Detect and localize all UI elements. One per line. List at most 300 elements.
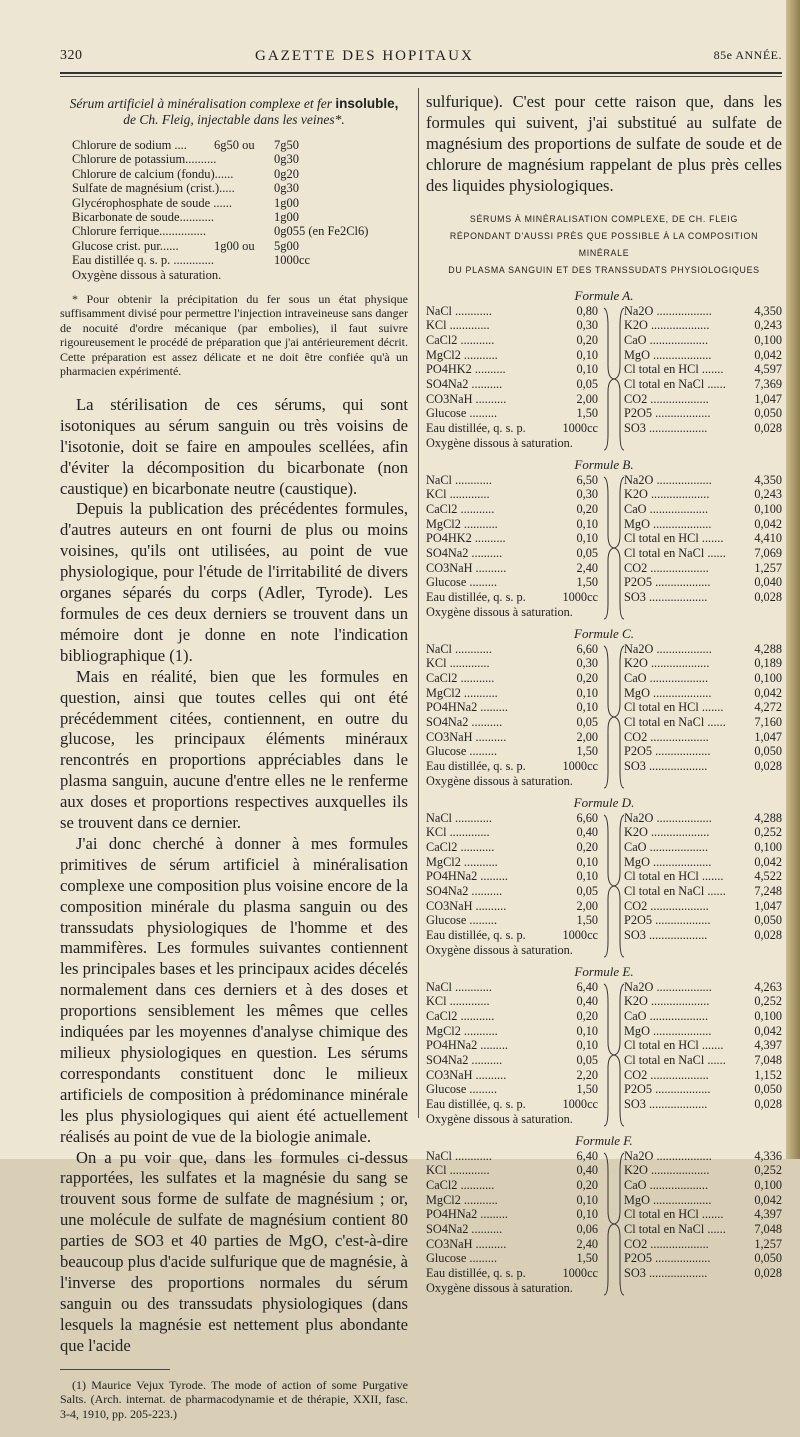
- analysis-row: [624, 825, 782, 840]
- paragraph: Mais en réalité, bien que les formules en question, ainsi que toutes celles qui ont été précédemment citées, contiennent, en outre du glucose, les principaux éléments minéraux rencontrés en proportions appréciables dans le plasma sanguin, aucune d'entre elles ne le renferme aux doses et proportions respectives auxquelles ils se trouvent dans ce dernier.: [60, 666, 408, 833]
- analysis-label: CO2 ...................: [624, 898, 709, 913]
- oxygen-label: Oxygène dissous à saturation.: [426, 942, 573, 957]
- formula-ingredients: [426, 811, 598, 958]
- analysis-value: 0,028: [754, 590, 782, 605]
- formula-compound: Glucose .........: [426, 1082, 498, 1097]
- formula-amount: 1,50: [576, 1082, 598, 1097]
- formula-block: [426, 642, 782, 794]
- analysis-label: SO3 ...................: [624, 1266, 708, 1281]
- formula-row: [426, 642, 598, 657]
- formula-row: [426, 656, 598, 671]
- formula-row: [426, 913, 598, 928]
- formula-row: [426, 531, 598, 546]
- analysis-value: 0,050: [754, 1082, 782, 1097]
- oxygen-label: Oxygène dissous à saturation.: [426, 435, 573, 450]
- formula-compound: MgCl2 ...........: [426, 854, 498, 869]
- formula-row: [426, 811, 598, 826]
- formula-row: [426, 590, 598, 605]
- formula-row: [426, 1009, 598, 1024]
- section-title-line: SÉRUMS À MINÉRALISATION COMPLEXE, DE CH. FLEIG: [469, 213, 739, 224]
- page-header: [60, 48, 782, 72]
- formula-amount: 0,10: [576, 362, 598, 377]
- analysis-row: [624, 869, 782, 884]
- formula-amount: 0,10: [576, 869, 598, 884]
- formula-ingredients: [426, 1149, 598, 1296]
- analysis-label: Na2O ..................: [624, 472, 712, 487]
- formula-row: [426, 406, 598, 421]
- analysis-value: 4,350: [754, 472, 782, 487]
- formula-amount: 0,10: [576, 1192, 598, 1207]
- analysis-row: [624, 759, 782, 774]
- formula-row: [426, 348, 598, 363]
- analysis-label: Cl total en HCl .......: [624, 1207, 724, 1222]
- formula-row: [426, 686, 598, 701]
- formula-compound: SO4Na2 ..........: [426, 714, 503, 729]
- analysis-value: 7,048: [754, 1221, 782, 1236]
- analysis-value: 0,189: [754, 656, 782, 671]
- analysis-value: 7,369: [754, 376, 782, 391]
- formula-compound: NaCl ............: [426, 472, 492, 487]
- analysis-label: Na2O ..................: [624, 810, 712, 825]
- recipe-list: [72, 138, 408, 282]
- analysis-row: [624, 730, 782, 745]
- ingredient-value: 0g30: [274, 152, 299, 167]
- analysis-row: [624, 1097, 782, 1112]
- ingredient-value: 1g00: [274, 209, 299, 224]
- formula-amount: 2,20: [576, 1067, 598, 1082]
- formula-compound: KCl .............: [426, 487, 490, 502]
- formula-amount: 0,20: [576, 501, 598, 516]
- water-label: Eau distillée, q. s. p.: [426, 590, 526, 605]
- analysis-label: K2O ...................: [624, 318, 710, 333]
- formula-row: [426, 1266, 598, 1281]
- analysis-label: Na2O ..................: [624, 303, 712, 318]
- analysis-value: 0,042: [754, 685, 782, 700]
- analysis-label: Cl total en HCl .......: [624, 869, 724, 884]
- analysis-label: Cl total en NaCl ......: [624, 883, 726, 898]
- analysis-label: K2O ...................: [624, 825, 710, 840]
- formula-amount: 0,05: [576, 1052, 598, 1067]
- analysis-label: P2O5 ..................: [624, 406, 711, 421]
- formula-row: [426, 1178, 598, 1193]
- analysis-value: 1,152: [754, 1067, 782, 1082]
- water-label: Eau distillée, q. s. p.: [426, 928, 526, 943]
- formula-compound: Glucose .........: [426, 1251, 498, 1266]
- analysis-value: 0,042: [754, 347, 782, 362]
- formula-row: [426, 304, 598, 319]
- analysis-label: MgO ...................: [624, 685, 712, 700]
- formula-compound: NaCl ............: [426, 810, 492, 825]
- formula-list: [426, 287, 782, 1301]
- analysis-row: [624, 531, 782, 546]
- analysis-value: 0,028: [754, 421, 782, 436]
- analysis-label: CO2 ...................: [624, 391, 709, 406]
- analysis-value: 1,047: [754, 729, 782, 744]
- water-label: Eau distillée, q. s. p.: [426, 1097, 526, 1112]
- formula-amount: 0,05: [576, 545, 598, 560]
- formula-compound: MgCl2 ...........: [426, 685, 498, 700]
- section-title: [426, 211, 782, 279]
- analysis-label: MgO ...................: [624, 347, 712, 362]
- recipe-row: [72, 167, 408, 181]
- analysis-row: [624, 1193, 782, 1208]
- analysis-label: CaO ...................: [624, 670, 709, 685]
- formula-compound: PO4HNa2 .........: [426, 869, 508, 884]
- formula-block: [426, 473, 782, 625]
- ingredient-value: 0g20: [274, 166, 299, 181]
- paragraph: Depuis la publication des précédentes formules, d'autres auteurs en ont fourni de plus ou moins voisines, qu'ils ont utilisées, au point de vue physiologique, pour l'étude de l'irritabilité de divers organes séparés du corps (Adler, Tyrode). Les formules de ces deux derniers se trouvent dans un mémoire dont je donne en note l'indication bibliographique (1).: [60, 499, 408, 665]
- analysis-label: P2O5 ..................: [624, 1082, 711, 1097]
- analysis-row: [624, 1251, 782, 1266]
- formula-amount: 6,60: [576, 641, 598, 656]
- analysis-row: [624, 1149, 782, 1164]
- analysis-label: MgO ...................: [624, 854, 712, 869]
- formula-block: [426, 811, 782, 963]
- water-label: Eau distillée, q. s. p.: [426, 421, 526, 436]
- ingredient-value: 0g30: [274, 181, 299, 196]
- analysis-label: Cl total en HCl .......: [624, 362, 724, 377]
- formula-compound: CO3NaH ..........: [426, 560, 507, 575]
- formula-row: [426, 1251, 598, 1266]
- analysis-label: P2O5 ..................: [624, 575, 711, 590]
- analysis-value: 4,263: [754, 979, 782, 994]
- analysis-label: Cl total en NaCl ......: [624, 1221, 726, 1236]
- analysis-row: [624, 318, 782, 333]
- analysis-value: 1,047: [754, 391, 782, 406]
- ingredient-alt: 1g00 ou: [214, 238, 255, 253]
- analysis-row: [624, 1068, 782, 1083]
- analysis-value: 1,047: [754, 898, 782, 913]
- recipe-row: [72, 152, 408, 166]
- formula-row: [426, 1068, 598, 1083]
- analysis-label: Cl total en HCl .......: [624, 531, 724, 546]
- analysis-value: 0,100: [754, 670, 782, 685]
- analysis-label: Cl total en HCl .......: [624, 700, 724, 715]
- formula-row: [426, 869, 598, 884]
- formula-amount: 0,05: [576, 883, 598, 898]
- article-body-right: sulfurique). C'est pour cette raison que, dans les formules qui suivent, j'ai substitué au sulfate de magnésium des proportions de sulfate de soude et de chlorure de magnésium rappelant de plus près celles des liquides physiologiques.: [426, 92, 782, 195]
- analysis-label: Cl total en NaCl ......: [624, 714, 726, 729]
- analysis-label: CO2 ...................: [624, 729, 709, 744]
- analysis-row: [624, 744, 782, 759]
- analysis-row: [624, 487, 782, 502]
- analysis-value: 4,397: [754, 1207, 782, 1222]
- formula-amount: 2,00: [576, 729, 598, 744]
- analysis-label: SO3 ...................: [624, 590, 708, 605]
- formula-amount: 0,40: [576, 825, 598, 840]
- formula-amount: 1,50: [576, 744, 598, 759]
- analysis-row: [624, 700, 782, 715]
- analysis-value: 0,252: [754, 1163, 782, 1178]
- water-value: 1000cc: [562, 590, 598, 605]
- formula-amount: 1,50: [576, 575, 598, 590]
- analysis-row: [624, 304, 782, 319]
- analysis-row: [624, 1024, 782, 1039]
- formula-compound: PO4HNa2 .........: [426, 1207, 508, 1222]
- formula-analysis: [624, 811, 782, 943]
- formula-compound: SO4Na2 ..........: [426, 1221, 503, 1236]
- formula-row: [426, 1207, 598, 1222]
- formula-row: [426, 487, 598, 502]
- formula-ingredients: [426, 473, 598, 620]
- analysis-row: [624, 1053, 782, 1068]
- analysis-label: Na2O ..................: [624, 979, 712, 994]
- analysis-label: CaO ...................: [624, 839, 709, 854]
- formula-row: [426, 1053, 598, 1068]
- ingredient-name: Chlorure ferrique...............: [72, 224, 206, 239]
- water-label: Eau distillée, q. s. p.: [426, 1266, 526, 1281]
- formula-row: [426, 840, 598, 855]
- formula-amount: 0,30: [576, 318, 598, 333]
- water-value: 1000cc: [562, 1097, 598, 1112]
- analysis-label: SO3 ...................: [624, 759, 708, 774]
- formula-row: [426, 1193, 598, 1208]
- serum-title-italic: Sérum artificiel à minéralisation complexe et fer: [69, 96, 333, 111]
- analysis-row: [624, 1178, 782, 1193]
- analysis-row: [624, 348, 782, 363]
- analysis-value: 0,050: [754, 1251, 782, 1266]
- oxygen-label: Oxygène dissous à saturation.: [426, 1280, 573, 1295]
- formula-row: [426, 1038, 598, 1053]
- ingredient-name: Eau distillée q. s. p. .............: [72, 253, 214, 268]
- formula-compound: CO3NaH ..........: [426, 391, 507, 406]
- formula-amount: 0,10: [576, 347, 598, 362]
- formula-amount: 0,10: [576, 516, 598, 531]
- formula-compound: PO4HK2 ..........: [426, 531, 506, 546]
- formula-compound: Glucose .........: [426, 744, 498, 759]
- formula-compound: KCl .............: [426, 994, 490, 1009]
- analysis-row: [624, 656, 782, 671]
- analysis-row: [624, 671, 782, 686]
- analysis-value: 4,288: [754, 641, 782, 656]
- formula-amount: 0,20: [576, 1008, 598, 1023]
- formula-analysis: [624, 1149, 782, 1281]
- formula-row: [426, 994, 598, 1009]
- page-edge: [786, 0, 800, 1159]
- formula-amount: 0,10: [576, 531, 598, 546]
- formula-analysis: [624, 473, 782, 605]
- analysis-value: 0,042: [754, 1023, 782, 1038]
- formula-row: [426, 502, 598, 517]
- analysis-row: [624, 1207, 782, 1222]
- recipe-row: [72, 210, 408, 224]
- analysis-row: [624, 362, 782, 377]
- formula-row: [426, 1024, 598, 1039]
- formula-amount: 0,10: [576, 854, 598, 869]
- analysis-row: [624, 840, 782, 855]
- analysis-value: 4,272: [754, 700, 782, 715]
- formula-amount: 0,06: [576, 1221, 598, 1236]
- analysis-value: 0,042: [754, 854, 782, 869]
- formula-compound: MgCl2 ...........: [426, 1192, 498, 1207]
- formula-compound: SO4Na2 ..........: [426, 1052, 503, 1067]
- formula-compound: NaCl ............: [426, 979, 492, 994]
- formula-amount: 0,40: [576, 1163, 598, 1178]
- formula-amount: 2,00: [576, 898, 598, 913]
- paragraph: On a pu voir que, dans les formules ci-dessus rapportées, les sulfates et la magnésie du sang se trouvent sous forme de sulfate de magnésium ; or, une molécule de sulfate de magnésium contient 80 parties de SO3 et 40 parties de MgO, c'est-à-dire beaucoup plus d'acide sulfurique que de magnésie, à l'inverse des proportions normales du sérum sanguin ou des transsudats physiologiques (dans lesquels la magnésie est nettement plus abondante que l'acide: [60, 1147, 408, 1355]
- formula-row: [426, 884, 598, 899]
- formula-row: [426, 715, 598, 730]
- analysis-label: P2O5 ..................: [624, 913, 711, 928]
- analysis-value: 4,522: [754, 869, 782, 884]
- analysis-value: 4,397: [754, 1038, 782, 1053]
- analysis-value: 7,248: [754, 883, 782, 898]
- analysis-row: [624, 913, 782, 928]
- formula-compound: CaCl2 ...........: [426, 670, 495, 685]
- formula-compound: NaCl ............: [426, 303, 492, 318]
- analysis-row: [624, 686, 782, 701]
- analysis-label: SO3 ...................: [624, 928, 708, 943]
- ingredient-name: Bicarbonate de soude...........: [72, 209, 214, 224]
- paragraph: La stérilisation de ces sérums, qui sont isotoniques au sérum sanguin ou très voisins de l'isotonie, doit se faire en ampoules scellées, afin d'éviter la décomposition du bicarbonate (non caustique) en bicarbonate neutre (caustique).: [60, 394, 408, 498]
- analysis-value: 4,336: [754, 1148, 782, 1163]
- formula-row: [426, 855, 598, 870]
- formula-compound: CaCl2 ...........: [426, 1008, 495, 1023]
- analysis-value: 0,243: [754, 487, 782, 502]
- formula-compound: Glucose .........: [426, 913, 498, 928]
- analysis-value: 7,048: [754, 1052, 782, 1067]
- analysis-label: K2O ...................: [624, 994, 710, 1009]
- formula-amount: 6,40: [576, 979, 598, 994]
- analysis-row: [624, 1038, 782, 1053]
- formula-amount: 0,40: [576, 994, 598, 1009]
- analysis-row: [624, 575, 782, 590]
- analysis-label: MgO ...................: [624, 516, 712, 531]
- ingredient-value: 1g00: [274, 195, 299, 210]
- analysis-value: 4,288: [754, 810, 782, 825]
- formula-row: [426, 517, 598, 532]
- analysis-row: [624, 855, 782, 870]
- analysis-label: Na2O ..................: [624, 1148, 712, 1163]
- analysis-value: 0,100: [754, 839, 782, 854]
- oxygen-label: Oxygène dissous à saturation.: [426, 1111, 573, 1126]
- analysis-row: [624, 421, 782, 436]
- ingredient-value: 5g00: [274, 238, 299, 253]
- formula-amount: 6,60: [576, 810, 598, 825]
- analysis-label: K2O ...................: [624, 487, 710, 502]
- formula-compound: CO3NaH ..........: [426, 729, 507, 744]
- formula-analysis: [624, 642, 782, 774]
- analysis-value: 0,100: [754, 501, 782, 516]
- analysis-label: CO2 ...................: [624, 1067, 709, 1082]
- formula-amount: 0,10: [576, 1207, 598, 1222]
- header-rule: [60, 72, 782, 74]
- water-value: 1000cc: [562, 759, 598, 774]
- analysis-value: 4,350: [754, 303, 782, 318]
- formula-amount: 0,20: [576, 1177, 598, 1192]
- analysis-row: [624, 502, 782, 517]
- formula-compound: CaCl2 ...........: [426, 1177, 495, 1192]
- footnote-rule: [60, 1369, 170, 1370]
- formula-row: [426, 744, 598, 759]
- water-value: 1000cc: [562, 928, 598, 943]
- analysis-value: 0,028: [754, 759, 782, 774]
- column-divider: [418, 88, 419, 1118]
- formula-compound: CO3NaH ..........: [426, 898, 507, 913]
- formula-amount: 0,10: [576, 700, 598, 715]
- analysis-value: 0,252: [754, 825, 782, 840]
- analysis-value: 1,257: [754, 560, 782, 575]
- formula-compound: PO4HK2 ..........: [426, 362, 506, 377]
- formula-title: Formule A.: [574, 287, 634, 303]
- formula-compound: CO3NaH ..........: [426, 1067, 507, 1082]
- ingredient-name: Chlorure de sodium ....: [72, 138, 187, 152]
- formula-row: [426, 730, 598, 745]
- ingredient-value: 7g50: [274, 138, 299, 152]
- formula-row: [426, 825, 598, 840]
- analysis-label: Na2O ..................: [624, 641, 712, 656]
- analysis-label: MgO ...................: [624, 1192, 712, 1207]
- formula-compound: KCl .............: [426, 656, 490, 671]
- formula-compound: KCl .............: [426, 825, 490, 840]
- formula-amount: 1,50: [576, 406, 598, 421]
- formula-row: [426, 980, 598, 995]
- analysis-row: [624, 473, 782, 488]
- analysis-row: [624, 899, 782, 914]
- analysis-value: 0,100: [754, 1177, 782, 1192]
- analysis-row: [624, 590, 782, 605]
- formula-amount: 6,40: [576, 1148, 598, 1163]
- analysis-row: [624, 811, 782, 826]
- running-title: GAZETTE DES HOPITAUX: [255, 48, 474, 64]
- analysis-row: [624, 928, 782, 943]
- formula-row: [426, 1097, 598, 1112]
- formula-amount: 1,50: [576, 1251, 598, 1266]
- ingredient-name: Glucose crist. pur......: [72, 238, 179, 253]
- formula-amount: 6,50: [576, 472, 598, 487]
- formula-row: [426, 561, 598, 576]
- formula-compound: CaCl2 ...........: [426, 332, 495, 347]
- formula-row: [426, 575, 598, 590]
- analysis-row: [624, 1163, 782, 1178]
- analysis-value: 0,040: [754, 575, 782, 590]
- right-column: [426, 92, 782, 1301]
- serum-title: [60, 96, 408, 128]
- analysis-value: 0,042: [754, 1192, 782, 1207]
- formula-analysis: [624, 980, 782, 1112]
- oxygen-label: Oxygène dissous à saturation.: [426, 604, 573, 619]
- article-body-left: [60, 395, 408, 1357]
- analysis-label: CaO ...................: [624, 1177, 709, 1192]
- analysis-row: [624, 517, 782, 532]
- page-number: 320: [60, 48, 83, 63]
- ingredient-value: 0g055 (en Fe2Cl6): [274, 224, 369, 239]
- ingredient-alt: 6g50 ou: [214, 138, 255, 152]
- formula-title: Formule C.: [574, 625, 634, 641]
- recipe-row: [72, 268, 408, 282]
- analysis-label: CaO ...................: [624, 1008, 709, 1023]
- analysis-label: Cl total en HCl .......: [624, 1038, 724, 1053]
- year-label: 85e ANNÉE.: [713, 48, 782, 62]
- formula-ingredients: [426, 980, 598, 1127]
- analysis-label: P2O5 ..................: [624, 744, 711, 759]
- formula-amount: 0,10: [576, 685, 598, 700]
- formula-compound: Glucose .........: [426, 575, 498, 590]
- left-column: [60, 92, 408, 1437]
- formula-title: Formule D.: [573, 794, 635, 810]
- formula-row: [426, 333, 598, 348]
- formula-amount: 2,00: [576, 391, 598, 406]
- ingredient-name: Glycérophosphate de soude ......: [72, 195, 233, 210]
- formula-row: [426, 671, 598, 686]
- analysis-label: SO3 ...................: [624, 1097, 708, 1112]
- recipe-row: [72, 239, 408, 253]
- water-value: 1000cc: [562, 1266, 598, 1281]
- analysis-value: 0,028: [754, 1266, 782, 1281]
- analysis-row: [624, 1009, 782, 1024]
- formula-row: [426, 700, 598, 715]
- formula-row: [426, 1082, 598, 1097]
